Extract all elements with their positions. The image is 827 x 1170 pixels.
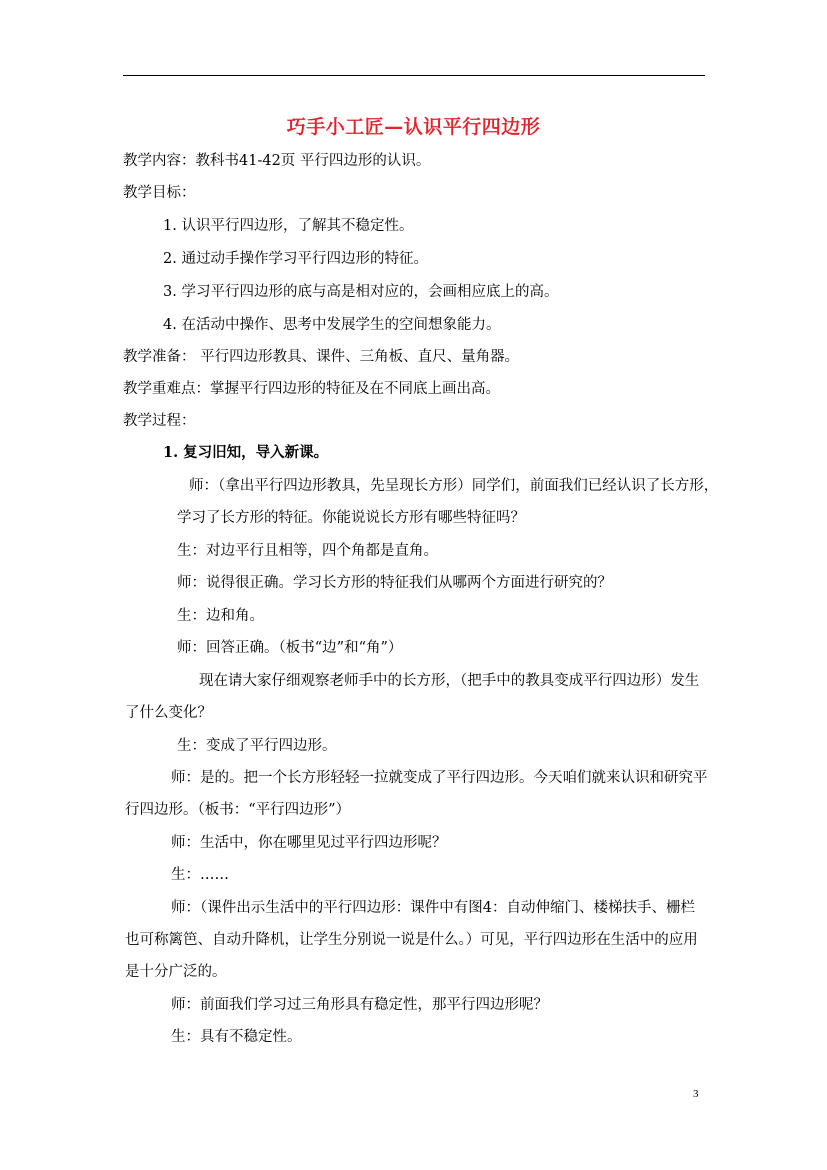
dialogue-line: 行四边形。（板书：“平行四边形”）	[125, 802, 351, 818]
dialogue-line: 生：……	[171, 867, 229, 883]
dialogue-line: 师：说得很正确。学习长方形的特征我们从哪两个方面进行研究的？	[177, 575, 612, 591]
teaching-preparation: 教学准备： 平行四边形教具、课件、三角板、直尺、量角器。	[123, 349, 520, 365]
teaching-content: 教学内容：教科书41-42页 平行四边形的认识。	[123, 153, 431, 169]
page-number: 3	[693, 1088, 699, 1100]
key-points: 教学重难点：掌握平行四边形的特征及在不同底上画出高。	[123, 381, 500, 397]
header-rule	[123, 75, 705, 76]
dialogue-line: 生：具有不稳定性。	[171, 1029, 302, 1045]
goal-item: 1. 认识平行四边形，了解其不稳定性。	[163, 218, 414, 234]
dialogue-line: 现在请大家仔细观察老师手中的长方形，（把手中的教具变成平行四边形）发生	[199, 673, 700, 689]
dialogue-line: 了什么变化？	[125, 705, 212, 721]
dialogue-line: 师：（拿出平行四边形教具，先呈现长方形）同学们，前面我们已经认识了长方形，	[189, 478, 719, 494]
dialogue-line: 师：回答正确。（板书“边”和“角”）	[177, 640, 403, 656]
section-heading: 1. 复习旧知，导入新课。	[163, 444, 329, 461]
process-heading: 教学过程：	[123, 413, 196, 429]
dialogue-line: 生：边和角。	[177, 608, 264, 624]
goal-item: 3. 学习平行四边形的底与高是相对应的，会画相应底上的高。	[163, 284, 559, 300]
dialogue-line: 师：前面我们学习过三角形具有稳定性，那平行四边形呢？	[171, 997, 548, 1013]
goal-item: 4. 在活动中操作、思考中发展学生的空间想象能力。	[163, 317, 501, 333]
goals-heading: 教学目标：	[123, 185, 196, 201]
dialogue-line: 师：是的。把一个长方形轻轻一拉就变成了平行四边形。今天咱们就来认识和研究平	[171, 770, 708, 786]
document-title: 巧手小工匠—认识平行四边形	[286, 116, 541, 138]
goal-item: 2. 通过动手操作学习平行四边形的特征。	[163, 251, 428, 267]
dialogue-line: 师：（课件出示生活中的平行四边形：课件中有图4：自动伸缩门、楼梯扶手、栅栏	[171, 900, 695, 916]
dialogue-line: 生：变成了平行四边形。	[177, 738, 337, 754]
dialogue-line: 师：生活中，你在哪里见过平行四边形呢？	[171, 835, 447, 851]
dialogue-line: 也可称篱笆、自动升降机，让学生分别说一说是什么。）可见，平行四边形在生活中的应用	[125, 932, 698, 948]
dialogue-line: 学习了长方形的特征。你能说说长方形有哪些特征吗？	[177, 510, 525, 526]
dialogue-line: 是十分广泛的。	[125, 964, 227, 980]
dialogue-line: 生：对边平行且相等，四个角都是直角。	[177, 543, 438, 559]
